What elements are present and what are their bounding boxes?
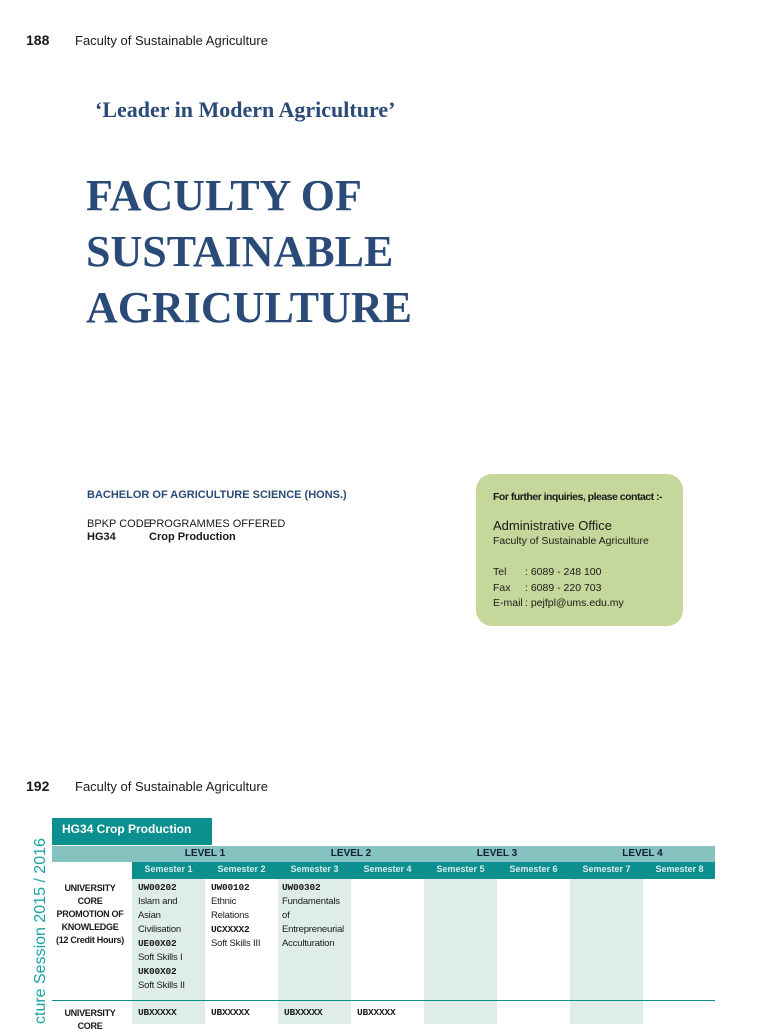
course-code: UBXXXXX: [284, 1007, 323, 1018]
course-code: UW00302: [282, 882, 321, 893]
semester-label: Semester 7: [582, 864, 631, 874]
programme-row: [87, 531, 337, 543]
row-category: [52, 882, 128, 947]
course-code: UK00X02: [138, 966, 177, 977]
course-name: Ethnic: [211, 896, 237, 907]
contact-box: [476, 474, 683, 626]
title-line: SUSTAINABLE: [86, 227, 394, 276]
column-shade: [424, 879, 497, 1024]
course-code: UCXXXX2: [211, 924, 250, 935]
contact-office: Administrative Office: [493, 518, 612, 533]
semester-label: Semester 6: [509, 864, 558, 874]
course-code: UBXXXXX: [138, 1007, 177, 1018]
faculty-title: [86, 168, 412, 336]
programme-code: HG34: [87, 531, 116, 543]
level-label: LEVEL 4: [622, 848, 663, 859]
degree-title: BACHELOR OF AGRICULTURE SCIENCE (HONS.): [87, 489, 347, 501]
semester-label: Semester 3: [290, 864, 339, 874]
tel-value: : 6089 - 248 100: [525, 566, 602, 578]
course-name: Soft Skills III: [211, 938, 261, 949]
course-name: Soft Skills II: [138, 980, 185, 991]
semester-label: Semester 4: [363, 864, 412, 874]
level-label: LEVEL 2: [330, 848, 372, 859]
cell-sem3: [282, 881, 352, 951]
tel-label: Tel: [493, 566, 507, 578]
email-value[interactable]: : pejfpl@ums.edu.my: [525, 597, 624, 609]
programme-name: Crop Production: [149, 531, 236, 543]
contact-fax: [493, 582, 601, 594]
cell-sem3: [284, 1006, 354, 1020]
course-name: Asian: [138, 910, 161, 921]
level-header-bar: [52, 846, 715, 862]
title-line: AGRICULTURE: [86, 283, 413, 332]
course-name: Acculturation: [282, 938, 335, 949]
course-name: Civilisation: [138, 924, 182, 935]
course-name: Soft Skills I: [138, 952, 183, 963]
level-label: LEVEL 3: [476, 848, 518, 859]
cell-sem2: [211, 881, 281, 951]
cell-sem4: [357, 1006, 427, 1020]
cell-sem2: [211, 1006, 281, 1020]
email-label: E-mail: [493, 597, 523, 609]
column-shade: [570, 879, 643, 1024]
category-line: UNIVERSITY CORE: [64, 1008, 116, 1031]
semester-label: Semester 1: [144, 864, 193, 874]
contact-tel: [493, 566, 601, 578]
code-header-code: BPKP CODE: [87, 518, 151, 530]
running-head: Faculty of Sustainable Agriculture: [75, 33, 268, 48]
tagline: ‘Leader in Modern Agriculture’: [95, 97, 396, 122]
course-name: of: [282, 910, 290, 921]
code-header-programmes: PROGRAMMES OFFERED: [149, 518, 286, 530]
category-line: (12 Credit Hours): [56, 935, 124, 945]
page-number: 188: [26, 32, 50, 48]
running-head: Faculty of Sustainable Agriculture: [75, 779, 268, 794]
course-code: UBXXXXX: [211, 1007, 250, 1018]
category-line: UNIVERSITY CORE: [64, 883, 116, 906]
page-number: 192: [26, 778, 50, 794]
fax-label: Fax: [493, 582, 511, 594]
row-category: [52, 1007, 128, 1033]
category-line: KNOWLEDGE: [61, 922, 119, 932]
course-name: Entrepreneurial: [282, 924, 344, 935]
fax-value: : 6089 - 220 703: [525, 582, 602, 594]
session-side-label: cture Session 2015 / 2016: [32, 838, 49, 1024]
course-name: Islam and: [138, 896, 178, 907]
cell-sem1: [138, 881, 208, 993]
cell-sem1: [138, 1006, 208, 1020]
contact-faculty: Faculty of Sustainable Agriculture: [493, 535, 649, 547]
level-label: LEVEL 1: [184, 848, 226, 859]
course-code: UW00102: [211, 882, 250, 893]
row-separator: [52, 1000, 715, 1001]
contact-title: For further inquiries, please contact :-: [493, 491, 663, 503]
course-code: UW00202: [138, 882, 177, 893]
course-code: UE00X02: [138, 938, 177, 949]
semester-label: Semester 8: [655, 864, 704, 874]
semester-label: Semester 5: [436, 864, 485, 874]
semester-label: Semester 2: [217, 864, 266, 874]
course-code: UBXXXXX: [357, 1007, 396, 1018]
category-line: PROMOTION OF: [56, 909, 124, 919]
title-line: FACULTY OF: [86, 171, 362, 220]
code-header: [87, 518, 337, 530]
table-title: HG34 Crop Production: [52, 818, 212, 845]
course-name: Fundamentals: [282, 896, 340, 907]
contact-email: [493, 597, 624, 609]
semester-header-bar: [132, 862, 715, 879]
course-name: Relations: [211, 910, 249, 921]
